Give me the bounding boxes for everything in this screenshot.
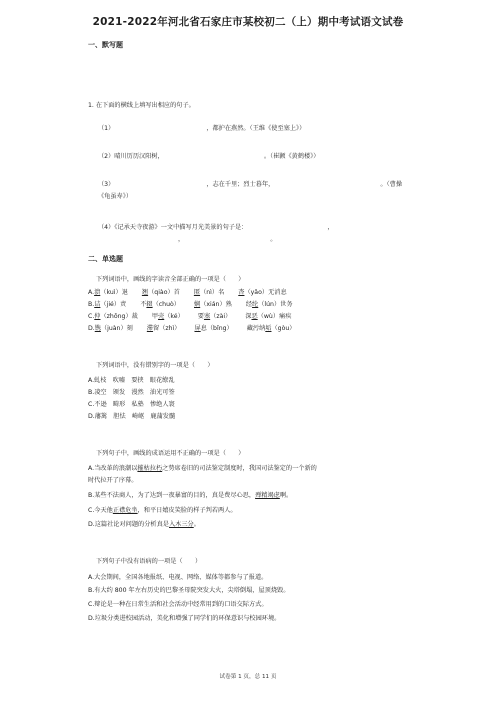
section-heading-dictation: 一、默写题 [88, 41, 123, 49]
q2-option-d-text-4: 息 [200, 325, 207, 332]
q2-option-c-letter: C. [88, 313, 95, 320]
q3-option-b: B.凌空 颁发 漫然 油光可签 [88, 389, 175, 396]
q2-option-b [88, 301, 293, 309]
q2-option-d-text-3: （zhì） [159, 325, 181, 332]
q1-item-3-text-b: 。（曹操 [380, 181, 403, 188]
q2-option-a-text-4: （yǎo）无消息 [244, 289, 287, 296]
q2-option-d-text-5: （bǐng） [206, 325, 233, 332]
q1-item-3-source: 《龟虽寿》） [98, 193, 133, 200]
q2-option-b-letter: B. [88, 301, 95, 308]
q2-option-b-char-2: 辍 [146, 301, 153, 308]
q4-option-b-text-2: 啊。 [279, 492, 293, 499]
q1-stem: 1. 在下面的横线上填写出相应的句子。 [88, 102, 195, 109]
q1-item-2 [98, 153, 320, 161]
q4-option-c-idiom: 正襟危坐 [112, 507, 138, 514]
q1-item-2-text-a: （2）晴川历历汉阳树， [98, 153, 164, 160]
q1-item-4 [98, 224, 334, 232]
q2-option-a-char-1: 溃 [94, 289, 101, 296]
q5-option-c: C.辩论是一种在日常生活和社会活动中经常用到的口语交际方式。 [88, 601, 268, 608]
q2-option-d-text-7: （gòu） [271, 325, 296, 332]
q2-option-d-text-1: （juàn）刻 [100, 325, 133, 332]
q2-option-d-char-4: 垢 [265, 325, 272, 332]
q2-option-c-char-2: 壳 [158, 313, 165, 320]
q1-item-4-cont [98, 236, 276, 244]
q2-option-d-text-6: 藏污纳 [246, 325, 266, 332]
q4-option-a-text-1: A.当改革的浪潮以 [88, 465, 138, 472]
q4-option-a-cont: 时代拉开了序幕。 [88, 477, 138, 484]
q2-option-a-letter: A. [88, 289, 95, 296]
q4-option-d-text-2: 。 [193, 521, 200, 528]
q2-option-d [88, 325, 296, 333]
q2-option-c-char-3: 塞 [203, 313, 211, 320]
q2-option-a-char-2: 翘 [141, 289, 149, 296]
q2-option-b-text-5: 经 [245, 301, 253, 308]
q2-option-c-text-4: 要 [197, 313, 204, 320]
q4-stem: 下列句子中，画线的成语运用不正确的一项是（ ） [96, 450, 245, 457]
q1-item-3-num: （3） [98, 181, 115, 188]
q2-option-a-text-3: （nì）名 [200, 289, 225, 296]
q2-option-b-text-3: （chuò） [152, 301, 180, 308]
q4-option-d-idiom: 入木三分 [168, 521, 194, 528]
q4-option-b-idiom: 殚精竭虑 [255, 492, 280, 499]
section-heading-single-choice: 二、单选题 [88, 255, 123, 263]
page-footer: 试卷第 1 页，总 11 页 [219, 674, 277, 680]
q2-option-b-char-3: 娴 [194, 301, 201, 308]
q4-option-b [88, 492, 292, 500]
q1-item-2-text-b: 。（崔颢《黄鹤楼》） [263, 153, 320, 160]
q3-option-a: A.虬枝 吹嘘 要挟 眼花缭乱 [88, 377, 175, 384]
q3-stem: 下列词语中，没有错别字的一项是（ ） [96, 362, 214, 369]
q2-option-a-char-4: 杳 [238, 289, 245, 296]
q2-option-c-text-1: （zhōng）裁 [100, 313, 138, 320]
q4-option-b-text-1: B.某些不法商人，为了达到一夜暴富的目的，真是费尽心思， [88, 492, 256, 499]
q2-option-d-char-2: 滞 [146, 325, 154, 332]
q2-option-b-char-4: 纶 [252, 301, 259, 308]
q2-option-a-text-2: （qiào）首 [148, 289, 180, 296]
q1-item-3-text-a: ，志在千里；烈士暮年， [206, 181, 275, 188]
q2-option-a [88, 289, 287, 297]
q4-option-a [88, 465, 317, 473]
q1-item-1-text: ，都护在燕然。（王维《使至塞上》） [206, 125, 306, 132]
q2-option-c-text-6: 深 [245, 313, 252, 320]
q2-option-d-char-1: 镌 [94, 325, 101, 332]
q2-option-c [88, 313, 291, 321]
q2-option-b-text-1: （jié）责 [100, 301, 127, 308]
q2-option-d-char-3: 屏 [194, 325, 201, 332]
q2-option-c-text-3: （ké） [164, 313, 184, 320]
q4-option-c-text-1: C.今天他 [88, 507, 113, 514]
q4-option-c [88, 507, 237, 515]
q2-option-c-char-1: 仲 [94, 313, 101, 320]
q1-item-1 [98, 125, 305, 133]
q2-option-a-char-3: 匿 [193, 289, 201, 296]
q4-option-a-idiom: 摧枯拉朽 [137, 465, 163, 472]
q5-stem: 下列句子中没有语病的一项是（ ） [96, 558, 202, 565]
q1-item-4-period: 。 [270, 236, 277, 243]
q1-item-4-comma-1: ， [327, 224, 334, 231]
q2-option-c-text-5: （zài） [210, 313, 232, 320]
q2-stem: 下列词语中，画线的字读音全部正确的一项是（ ） [96, 276, 245, 283]
q5-option-a: A.大会期间，全国各地报纸、电视、网络、媒体等都参与了报道。 [88, 574, 268, 581]
q2-option-b-char-1: 诘 [94, 301, 101, 308]
q2-option-d-letter: D. [88, 325, 95, 332]
q2-option-b-text-4: （xián）熟 [200, 301, 232, 308]
q2-option-b-text-6: （lún）世务 [258, 301, 293, 308]
q1-item-4-text: （4）《记承天寺夜游》一文中描写月光美景的句子是： [98, 224, 248, 231]
q5-option-d: D.垃圾分类进校园活动，美化和增强了同学们的环保意识与校园环境。 [88, 615, 281, 622]
q2-option-a-text-1: （kuì）退 [100, 289, 128, 296]
q2-option-b-text-2: 不 [140, 301, 147, 308]
q5-option-b: B.有大约 800 年左右历史的巴黎圣母院突发大火，尖塔倒塌，屋顶烧毁。 [88, 587, 290, 594]
q2-option-c-text-7: （wù）痛疾 [257, 313, 292, 320]
q1-item-4-comma-2: ， [178, 236, 185, 243]
q1-item-1-num: （1） [98, 125, 115, 132]
q4-option-c-text-2: ，和平日嬉皮笑脸的样子判若两人。 [137, 507, 237, 514]
page-title: 2021-2022年河北省石家庄市某校初二（上）期中考试语文试卷 [92, 16, 404, 28]
q1-item-3 [98, 181, 402, 189]
q2-option-d-text-2: 留 [153, 325, 160, 332]
q4-option-d [88, 521, 200, 529]
q2-option-c-text-2: 甲 [151, 313, 159, 320]
q3-option-d: D.藩篱 胆怯 崎岖 鹿蒲发髓 [88, 413, 176, 420]
q4-option-d-text-1: D.这篇社论对问题的分析真是 [88, 521, 169, 528]
q3-option-c: C.不逊 畸形 私塾 惨绝人寰 [88, 401, 175, 408]
q2-option-c-char-4: 恶 [251, 313, 258, 320]
q4-option-a-text-2: 之势席卷旧的司法鉴定制度时，我国司法鉴定的一个新的 [162, 465, 317, 472]
